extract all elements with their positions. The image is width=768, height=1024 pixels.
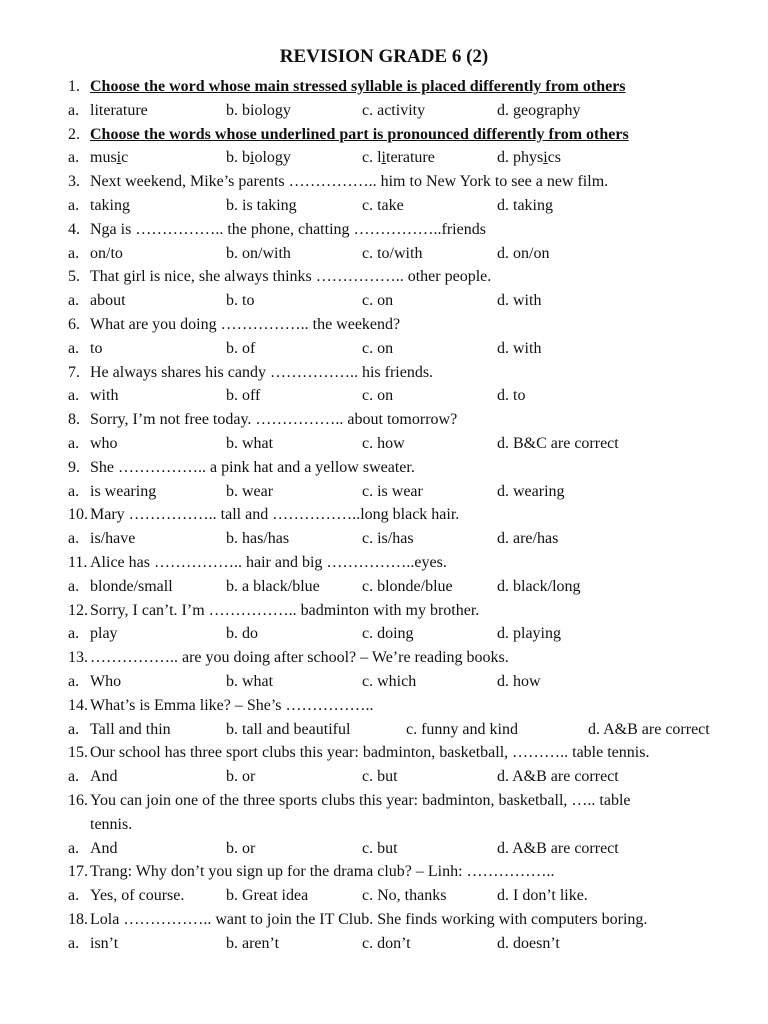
option-d[interactable]: d. are/has — [497, 530, 559, 548]
option-a[interactable]: who — [90, 434, 118, 452]
option-a-label: a. — [68, 482, 80, 500]
question-number: 17. — [68, 863, 88, 881]
option-b[interactable]: b. wear — [226, 482, 274, 500]
option-d[interactable]: d. A&B are correct — [497, 768, 619, 786]
option-a[interactable]: on/to — [90, 244, 123, 262]
question-text: Nga is …………….. the phone, chatting ……………..friends — [90, 220, 486, 238]
underlined-letter: i — [543, 149, 548, 167]
option-d[interactable]: d. playing — [497, 625, 561, 643]
option-c[interactable]: c. is wear — [362, 482, 423, 500]
question-number: 18. — [68, 910, 88, 928]
question-row — [0, 503, 768, 527]
option-d[interactable]: d. with — [497, 339, 542, 357]
options-row — [0, 837, 768, 861]
option-b[interactable]: b. is taking — [226, 196, 297, 214]
question-row — [0, 456, 768, 480]
question-text: You can join one of the three sports clubs this year: badminton, basketball, ….. table — [90, 791, 631, 809]
option-a[interactable]: blonde/small — [90, 577, 173, 595]
section-instruction: Choose the word whose main stressed syllable is placed differently from others — [90, 78, 626, 95]
question-number: 4. — [68, 220, 80, 238]
option-a-label: a. — [68, 530, 80, 548]
question-row — [0, 789, 768, 813]
option-b[interactable]: b. or — [226, 768, 256, 786]
question-number: 3. — [68, 173, 80, 191]
option-d[interactable]: d. wearing — [497, 482, 565, 500]
question-number: 8. — [68, 411, 80, 429]
option-d[interactable]: d. how — [497, 672, 541, 690]
option-d[interactable]: d. doesn’t — [497, 934, 560, 952]
option-b[interactable]: b. what — [226, 434, 274, 452]
option-a-label: a. — [68, 672, 80, 690]
option-a-label: a. — [68, 934, 80, 952]
option-c[interactable]: c. activity — [362, 101, 426, 119]
question-row — [0, 551, 768, 575]
question-text: What’s is Emma like? – She’s …………….. — [90, 696, 374, 714]
question-row — [0, 408, 768, 432]
question-text: Alice has …………….. hair and big ……………..eyes. — [90, 553, 447, 571]
option-c[interactable]: c. don’t — [362, 934, 411, 952]
question-number: 1. — [68, 78, 80, 95]
question-text: Sorry, I can’t. I’m …………….. badminton with my brother. — [90, 601, 480, 619]
question-text: …………….. are you doing after school? – We’re reading books. — [90, 649, 509, 667]
option-a[interactable]: isn’t — [90, 934, 119, 952]
question-number: 10. — [68, 506, 88, 524]
question-row — [0, 123, 768, 147]
option-a[interactable]: taking — [90, 196, 130, 214]
question-row — [0, 75, 768, 99]
options-row — [0, 575, 768, 599]
option-a[interactable]: literature — [90, 101, 148, 119]
question-number: 11. — [68, 553, 88, 571]
question-row — [0, 170, 768, 194]
question-row — [0, 361, 768, 385]
options-row — [0, 480, 768, 504]
option-a[interactable]: And — [90, 839, 118, 857]
option-c[interactable]: c. blonde/blue — [362, 577, 453, 595]
question-number: 12. — [68, 601, 88, 619]
option-b[interactable]: b. has/has — [226, 530, 290, 548]
option-c[interactable]: c. how — [362, 434, 405, 452]
question-number: 6. — [68, 315, 80, 333]
option-b[interactable]: b. aren’t — [226, 934, 280, 952]
option-d[interactable]: d. on/on — [497, 244, 550, 262]
option-b[interactable]: b. what — [226, 672, 274, 690]
option-a[interactable]: play — [90, 625, 118, 643]
question-text: Next weekend, Mike’s parents …………….. him to New York to see a new film. — [90, 173, 609, 191]
options-row — [0, 670, 768, 694]
option-b[interactable]: b. do — [226, 625, 258, 643]
option-d[interactable]: d. physics — [497, 149, 562, 167]
option-a[interactable]: And — [90, 768, 118, 786]
option-b[interactable]: b. Great idea — [226, 887, 309, 905]
option-b[interactable]: b. biology — [226, 149, 291, 167]
option-d[interactable]: d. to — [497, 387, 526, 405]
option-a[interactable]: Who — [90, 672, 122, 690]
option-a-label: a. — [68, 839, 80, 857]
question-text: He always shares his candy …………….. his friends. — [90, 363, 434, 381]
option-c[interactable]: c. on — [362, 292, 394, 310]
option-d[interactable]: d. A&B are correct — [497, 839, 619, 857]
underlined-letter: i — [381, 149, 386, 167]
option-a-label: a. — [68, 196, 80, 214]
option-a-label: a. — [68, 292, 80, 310]
options-row — [0, 932, 768, 956]
options-row — [0, 527, 768, 551]
option-c[interactable]: c. which — [362, 672, 417, 690]
question-number: 9. — [68, 458, 80, 476]
question-text-continuation: tennis. — [90, 815, 133, 833]
option-c[interactable]: c. but — [362, 768, 398, 786]
option-d[interactable]: d. geography — [497, 101, 581, 119]
option-d[interactable]: d. black/long — [497, 577, 581, 595]
option-b[interactable]: b. or — [226, 839, 256, 857]
option-b[interactable]: b. on/with — [226, 244, 291, 262]
option-a[interactable]: Tall and thin — [90, 720, 171, 738]
option-c[interactable]: c. on — [362, 339, 394, 357]
options-row — [0, 765, 768, 789]
option-d[interactable]: d. I don’t like. — [497, 887, 588, 905]
underlined-letter: i — [250, 149, 255, 167]
options-row — [0, 99, 768, 123]
option-d[interactable]: d. A&B are correct — [588, 720, 710, 738]
option-a[interactable]: music — [90, 149, 129, 167]
option-d[interactable]: d. taking — [497, 196, 553, 214]
option-d[interactable]: d. with — [497, 292, 542, 310]
question-text: Sorry, I’m not free today. …………….. about tomorrow? — [90, 411, 458, 429]
question-text: What are you doing …………….. the weekend? — [90, 315, 401, 333]
question-text: Trang: Why don’t you sign up for the drama club? – Linh: …………….. — [90, 863, 555, 881]
option-c[interactable]: c. is/has — [362, 530, 414, 548]
option-c[interactable]: c. but — [362, 839, 398, 857]
question-row — [0, 218, 768, 242]
option-a-label: a. — [68, 887, 80, 905]
question-text: Lola …………….. want to join the IT Club. She finds working with computers boring. — [90, 910, 648, 928]
options-row — [0, 622, 768, 646]
options-row — [0, 384, 768, 408]
question-number: 15. — [68, 744, 88, 762]
question-continuation-row — [0, 813, 768, 837]
question-number: 16. — [68, 791, 88, 809]
option-c[interactable]: c. doing — [362, 625, 414, 643]
option-b[interactable]: b. to — [226, 292, 255, 310]
option-a-label: a. — [68, 339, 80, 357]
option-a-label: a. — [68, 577, 80, 595]
option-a[interactable]: to — [90, 339, 103, 357]
option-a[interactable]: is/have — [90, 530, 136, 548]
question-text: She …………….. a pink hat and a yellow sweater. — [90, 458, 415, 476]
options-row — [0, 146, 768, 170]
option-a-label: a. — [68, 149, 80, 167]
options-row — [0, 289, 768, 313]
option-a-label: a. — [68, 625, 80, 643]
option-a-label: a. — [68, 387, 80, 405]
question-number: 2. — [68, 125, 80, 143]
options-row — [0, 337, 768, 361]
options-row — [0, 242, 768, 266]
options-row — [0, 718, 768, 742]
question-list — [0, 75, 768, 955]
option-c[interactable]: c. funny and kind — [406, 720, 518, 738]
option-c[interactable]: c. on — [362, 387, 394, 405]
option-a-label: a. — [68, 768, 80, 786]
option-a[interactable]: about — [90, 292, 126, 310]
question-row — [0, 741, 768, 765]
option-b[interactable]: b. off — [226, 387, 261, 405]
option-a-label: a. — [68, 244, 80, 262]
option-b[interactable]: b. tall and beautiful — [226, 720, 351, 738]
option-a[interactable]: Yes, of course. — [90, 887, 185, 905]
question-row — [0, 860, 768, 884]
option-b[interactable]: b. of — [226, 339, 256, 357]
page-title: REVISION GRADE 6 (2) — [279, 46, 489, 67]
question-text: Mary …………….. tall and ……………..long black hair. — [90, 506, 460, 524]
question-text: That girl is nice, she always thinks …………….. other people. — [90, 268, 492, 286]
question-row — [0, 694, 768, 718]
question-text: Our school has three sport clubs this year: badminton, basketball, ……….. table tennis. — [90, 744, 650, 762]
underlined-letter: i — [116, 149, 122, 167]
option-a[interactable]: with — [90, 387, 119, 405]
question-row — [0, 599, 768, 623]
question-number: 14. — [68, 696, 88, 714]
option-a[interactable]: is wearing — [90, 482, 157, 500]
option-a-label: a. — [68, 720, 80, 738]
option-c[interactable]: c. to/with — [362, 244, 423, 262]
question-number: 13. — [68, 649, 88, 667]
option-b[interactable]: b. a black/blue — [226, 577, 320, 595]
question-row — [0, 265, 768, 289]
option-b[interactable]: b. biology — [226, 101, 291, 119]
question-row — [0, 646, 768, 670]
option-c[interactable]: c. No, thanks — [362, 887, 447, 905]
section-instruction: Choose the words whose underlined part is pronounced differently from others — [90, 125, 629, 143]
option-c[interactable]: c. take — [362, 196, 404, 214]
question-number: 5. — [68, 268, 80, 286]
options-row — [0, 194, 768, 218]
options-row — [0, 884, 768, 908]
question-row — [0, 313, 768, 337]
question-number: 7. — [68, 363, 80, 381]
option-a-label: a. — [68, 101, 80, 119]
options-row — [0, 432, 768, 456]
question-row — [0, 908, 768, 932]
option-a-label: a. — [68, 434, 80, 452]
option-c[interactable]: c. literature — [362, 149, 435, 167]
option-d[interactable]: d. B&C are correct — [497, 434, 619, 452]
